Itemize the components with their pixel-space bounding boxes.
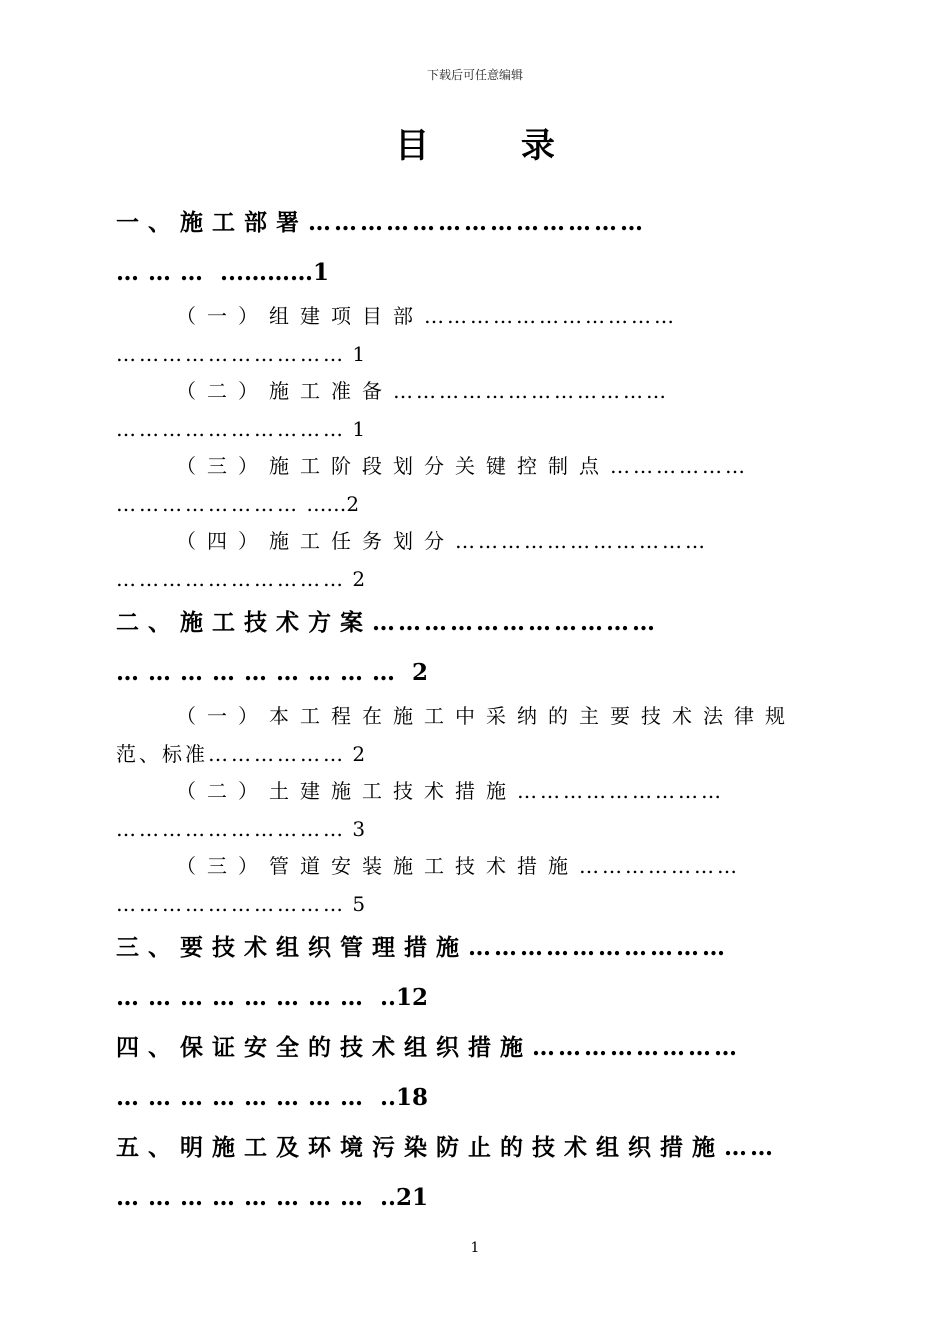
toc-entry-leader-continued: 范、标准……………… xyxy=(116,741,346,766)
toc-entry-line-1 xyxy=(116,698,828,736)
toc-entry-leader: …………………………… xyxy=(455,529,708,553)
toc-entry-line-2 xyxy=(116,486,828,524)
header-note: 下载后可任意编辑 xyxy=(426,68,523,82)
toc-entry-title: 三、要技术组织管理措施 xyxy=(116,934,468,961)
toc-entry-leader-continued: ……………………… xyxy=(116,659,404,686)
toc-entry-line-2 xyxy=(116,411,828,449)
toc-entry[interactable] xyxy=(116,1023,828,1123)
toc-entry-leader: …………………… xyxy=(532,1034,740,1061)
toc-entry-page-number: ...………1 xyxy=(220,259,330,286)
toc-entry-leader: …… xyxy=(724,1134,776,1161)
page-number: 1 xyxy=(470,1240,480,1256)
toc-entry-line-1 xyxy=(116,923,828,973)
toc-entry-leader-continued: ………………………… xyxy=(116,566,346,591)
toc-entry-page-number: 2 xyxy=(352,741,366,766)
toc-entry-line-2 xyxy=(116,248,828,298)
toc-entry[interactable] xyxy=(116,698,828,773)
toc-entry-title: （三）管道安装施工技术措施 xyxy=(176,854,579,878)
toc-entry-line-2 xyxy=(116,1073,828,1123)
toc-entry[interactable] xyxy=(116,373,828,448)
toc-entry-line-1 xyxy=(116,448,828,486)
toc-entry-title: （二）施工准备 xyxy=(176,379,393,403)
toc-entry-leader: …………………………… xyxy=(372,609,658,636)
toc-entry-title: （四）施工任务划分 xyxy=(176,529,455,553)
toc-entry-title: （三）施工阶段划分关键控制点 xyxy=(176,454,610,478)
toc-entry-line-1 xyxy=(116,1123,828,1173)
toc-entry-title: 五、明施工及环境污染防止的技术组织措施 xyxy=(116,1134,724,1161)
toc-entry-line-2 xyxy=(116,561,828,599)
toc-entry-page-number: 2 xyxy=(412,659,429,686)
toc-entry-line-2 xyxy=(116,886,828,924)
toc-entry-line-1 xyxy=(116,598,828,648)
toc-entry-page-number: 3 xyxy=(352,816,366,841)
toc-entry-page-number: 1 xyxy=(352,341,366,366)
toc-entry-leader: ………………………………… xyxy=(308,209,646,236)
toc-entry-page-number: 5 xyxy=(352,891,366,916)
toc-entry-title: 二、施工技术方案 xyxy=(116,609,372,636)
toc-entry-line-2 xyxy=(116,336,828,374)
toc-entry-leader: ………………………… xyxy=(468,934,728,961)
toc-entry-title: 四、保证安全的技术组织措施 xyxy=(116,1034,532,1061)
toc-entry-line-1 xyxy=(116,298,828,336)
toc-entry-leader-continued: ………………………… xyxy=(116,816,346,841)
toc-entry[interactable] xyxy=(116,848,828,923)
table-of-contents xyxy=(116,198,828,1223)
toc-entry-leader-continued: ………………………… xyxy=(116,341,346,366)
toc-entry-leader-continued: …………………… xyxy=(116,1184,372,1211)
toc-entry-line-1 xyxy=(116,198,828,248)
toc-entry-line-1 xyxy=(116,773,828,811)
toc-entry-leader: ……………………… xyxy=(517,779,724,803)
toc-entry-line-2 xyxy=(116,811,828,849)
toc-entry-line-2 xyxy=(116,973,828,1023)
toc-entry-page-number: ..18 xyxy=(380,1084,429,1111)
toc-entry-line-1 xyxy=(116,1023,828,1073)
toc-entry[interactable] xyxy=(116,523,828,598)
toc-entry-page-number: ..21 xyxy=(380,1184,429,1211)
toc-entry-page-number: 2 xyxy=(352,566,366,591)
toc-entry-leader: ……………… xyxy=(610,454,748,478)
toc-entry-leader-continued: ……… xyxy=(116,259,212,286)
toc-entry-leader-continued: …………………… xyxy=(116,1084,372,1111)
page-title: 目 录 xyxy=(395,126,595,166)
toc-entry-page-number: ..12 xyxy=(380,984,429,1011)
toc-entry-leader: ………………… xyxy=(579,854,740,878)
toc-entry-line-2 xyxy=(116,1173,828,1223)
toc-entry-leader-continued: …………………… xyxy=(116,984,372,1011)
toc-entry-leader-continued: …………………… xyxy=(116,491,300,516)
toc-entry-leader: ……………………………… xyxy=(393,379,669,403)
toc-entry-line-2 xyxy=(116,648,828,698)
toc-entry[interactable] xyxy=(116,298,828,373)
toc-entry-page-number: ……2 xyxy=(306,491,360,516)
toc-entry-line-2 xyxy=(116,736,828,774)
toc-entry[interactable] xyxy=(116,1123,828,1223)
toc-entry-leader-continued: ………………………… xyxy=(116,416,346,441)
toc-entry-line-1 xyxy=(116,373,828,411)
toc-entry-line-1 xyxy=(116,523,828,561)
toc-entry[interactable] xyxy=(116,198,828,298)
toc-entry-title: （二）土建施工技术措施 xyxy=(176,779,517,803)
toc-entry[interactable] xyxy=(116,448,828,523)
toc-entry-leader: …………………………… xyxy=(424,304,677,328)
toc-entry-title: （一）组建项目部 xyxy=(176,304,424,328)
toc-entry[interactable] xyxy=(116,923,828,1023)
toc-entry[interactable] xyxy=(116,598,828,698)
toc-entry-line-1 xyxy=(116,848,828,886)
toc-entry-title: （一）本工程在施工中采纳的主要技术法律规 xyxy=(176,704,796,728)
toc-entry[interactable] xyxy=(116,773,828,848)
toc-entry-leader-continued: ………………………… xyxy=(116,891,346,916)
toc-entry-page-number: 1 xyxy=(352,416,366,441)
toc-entry-title: 一、施工部署 xyxy=(116,209,308,236)
